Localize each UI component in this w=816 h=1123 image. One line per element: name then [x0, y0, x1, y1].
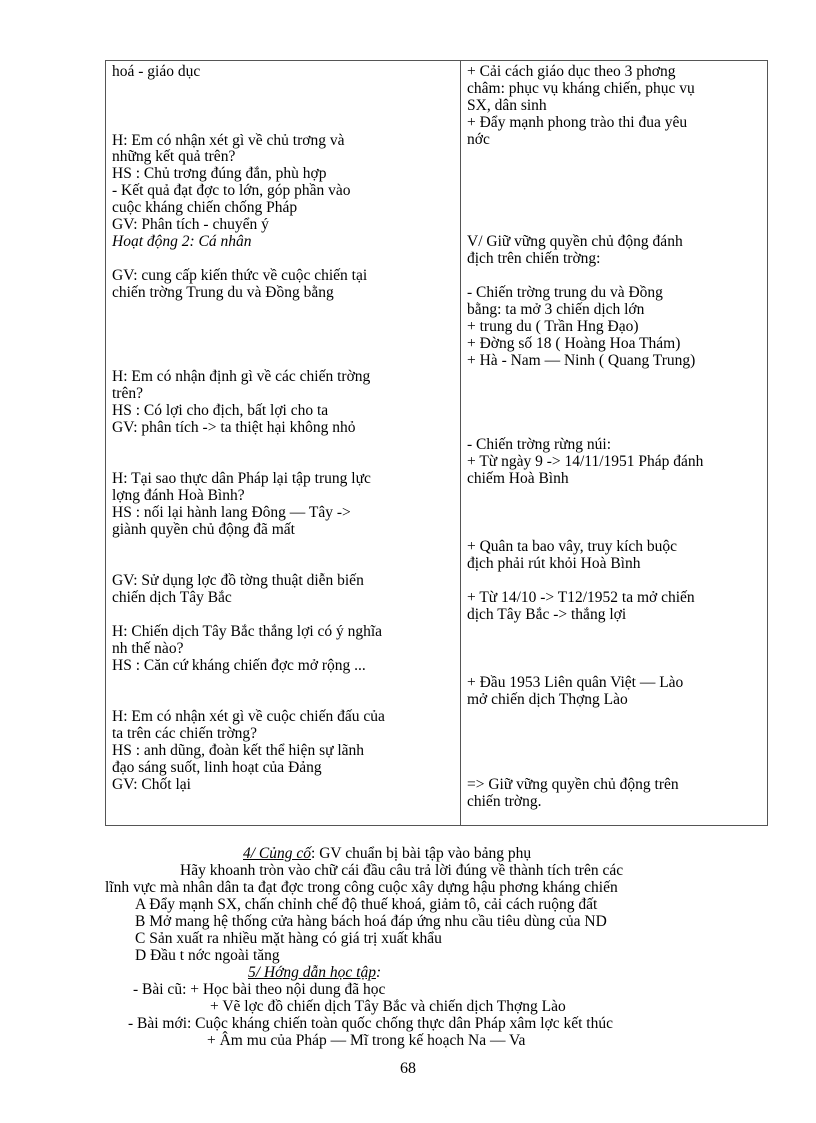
left-line: H: Chiến dịch Tây Bắc thắng lợi có ý nghĩa — [112, 623, 383, 640]
left-line: HS : Căn cứ kháng chiến đợc mở rộng ... — [112, 657, 366, 674]
right-line: + Hà - Nam — Ninh ( Quang Trung) — [467, 352, 696, 369]
left-line: H: Em có nhận xét gì về chủ trơng và — [112, 132, 345, 149]
left-line: GV: Sử dụng lợc đồ tờng thuật diễn biến — [112, 572, 364, 589]
instruction-line: lĩnh vực mà nhân dân ta đạt đợc trong công cuộc xây dựng hậu phơng kháng chiến — [105, 879, 618, 896]
consolidation-heading: 4/ Củng cố — [243, 845, 312, 862]
new-lesson-line: - Bài mới: Cuộc kháng chiến toàn quốc chống thực dân Pháp xâm lợc kết thúc — [128, 1015, 613, 1032]
option-c: C Sản xuất ra nhiều mặt hàng có giá trị xuất khẩu — [135, 930, 442, 947]
right-line: địch phải rút khỏi Hoà Bình — [467, 555, 641, 572]
left-line: - Kết quả đạt đợc to lớn, góp phần vào — [112, 182, 351, 199]
left-line: GV: Phân tích - chuyển ý — [112, 216, 269, 233]
right-line: chiến trờng. — [467, 793, 542, 810]
left-line: GV: cung cấp kiến thức về cuộc chiến tại — [112, 267, 368, 284]
left-line: H: Em có nhận xét gì về cuộc chiến đấu của — [112, 708, 385, 725]
right-line: + Quân ta bao vây, truy kích buộc — [467, 538, 678, 555]
right-line: => Giữ vững quyền chủ động trên — [467, 776, 679, 793]
left-line: trên? — [112, 385, 143, 402]
left-line: ta trên các chiến trờng? — [112, 725, 258, 742]
left-line: hoá - giáo dục — [112, 63, 201, 80]
left-line: HS : Chủ trơng đúng đắn, phù hợp — [112, 165, 327, 182]
left-line: HS : anh dũng, đoàn kết thể hiện sự lãnh — [112, 742, 365, 759]
left-line: nh thế nào? — [112, 640, 184, 657]
right-line: - Chiến trờng trung du và Đồng — [467, 284, 663, 301]
right-line: + Từ ngày 9 -> 14/11/1951 Pháp đánh — [467, 453, 704, 470]
left-line: cuộc kháng chiến chống Pháp — [112, 199, 298, 216]
right-line: châm: phục vụ kháng chiến, phục vụ — [467, 80, 695, 97]
left-line: những kết quả trên? — [112, 148, 236, 165]
new-lesson-line: + Âm mu của Pháp — Mĩ trong kế hoạch Na — Va — [207, 1032, 526, 1049]
guide-colon: : — [375, 964, 382, 981]
section-heading: địch trên chiến trờng: — [467, 250, 601, 267]
activity-heading: Hoạt động 2: Cá nhân — [112, 233, 252, 250]
right-line: nớc — [467, 131, 490, 148]
old-lesson-line: + Vẽ lợc đồ chiến dịch Tây Bắc và chiến dịch Thợng Lào — [210, 998, 566, 1015]
right-line: + Đờng số 18 ( Hoàng Hoa Thám) — [467, 335, 681, 352]
right-line: mở chiến dịch Thợng Lào — [467, 691, 628, 708]
old-lesson-line: - Bài cũ: + Học bài theo nội dung đã học — [133, 981, 386, 998]
right-line: + Cải cách giáo dục theo 3 phơng — [467, 63, 676, 80]
left-line: lợng đánh Hoà Bình? — [112, 487, 245, 504]
right-line: bằng: ta mở 3 chiến dịch lớn — [467, 301, 645, 318]
right-line: + Đầu 1953 Liên quân Việt — Lào — [467, 674, 684, 691]
right-line: - Chiến trờng rừng núi: — [467, 436, 612, 453]
left-line: chiến dịch Tây Bắc — [112, 589, 232, 606]
left-line: HS : Có lợi cho địch, bất lợi cho ta — [112, 402, 329, 419]
guide-heading: 5/ Hớng dẫn học tập — [248, 964, 376, 981]
left-line: HS : nối lại hành lang Đông — Tây -> — [112, 504, 351, 521]
column-divider — [460, 61, 461, 825]
instruction-line: Hãy khoanh tròn vào chữ cái đầu câu trả lời đúng về thành tích trên các — [180, 862, 624, 879]
consolidation-line — [243, 846, 531, 862]
right-line: chiếm Hoà Bình — [467, 470, 569, 487]
left-line: H: Em có nhận định gì về các chiến trờng — [112, 368, 371, 385]
right-line: + Đẩy mạnh phong trào thi đua yêu — [467, 114, 688, 131]
option-b: B Mở mang hệ thống cửa hàng bách hoá đáp ứng nhu cầu tiêu dùng của ND — [135, 913, 607, 930]
right-line: dịch Tây Bắc -> thắng lợi — [467, 606, 627, 623]
consolidation-text: : GV chuẩn bị bài tập vào bảng phụ — [311, 845, 532, 862]
guide-line — [248, 965, 381, 981]
right-line: + trung du ( Trần Hng Đạo) — [467, 318, 639, 335]
left-line: GV: Chốt lại — [112, 776, 191, 793]
page-number: 68 — [400, 1060, 416, 1077]
right-line: + Từ 14/10 -> T12/1952 ta mở chiến — [467, 589, 695, 606]
option-a: A Đẩy mạnh SX, chấn chỉnh chế độ thuế khoá, giảm tô, cải cách ruộng đất — [135, 896, 598, 913]
option-d: D Đầu t nớc ngoài tăng — [135, 947, 280, 964]
left-line: đạo sáng suốt, linh hoạt của Đảng — [112, 759, 322, 776]
right-line: SX, dân sinh — [467, 97, 547, 114]
left-line: chiến trờng Trung du và Đồng bằng — [112, 284, 334, 301]
section-heading: V/ Giữ vững quyền chủ động đánh — [467, 233, 683, 250]
left-line: giành quyền chủ động đã mất — [112, 521, 295, 538]
left-line: H: Tại sao thực dân Pháp lại tập trung lực — [112, 470, 371, 487]
left-line: GV: phân tích -> ta thiệt hại không nhỏ — [112, 419, 356, 436]
